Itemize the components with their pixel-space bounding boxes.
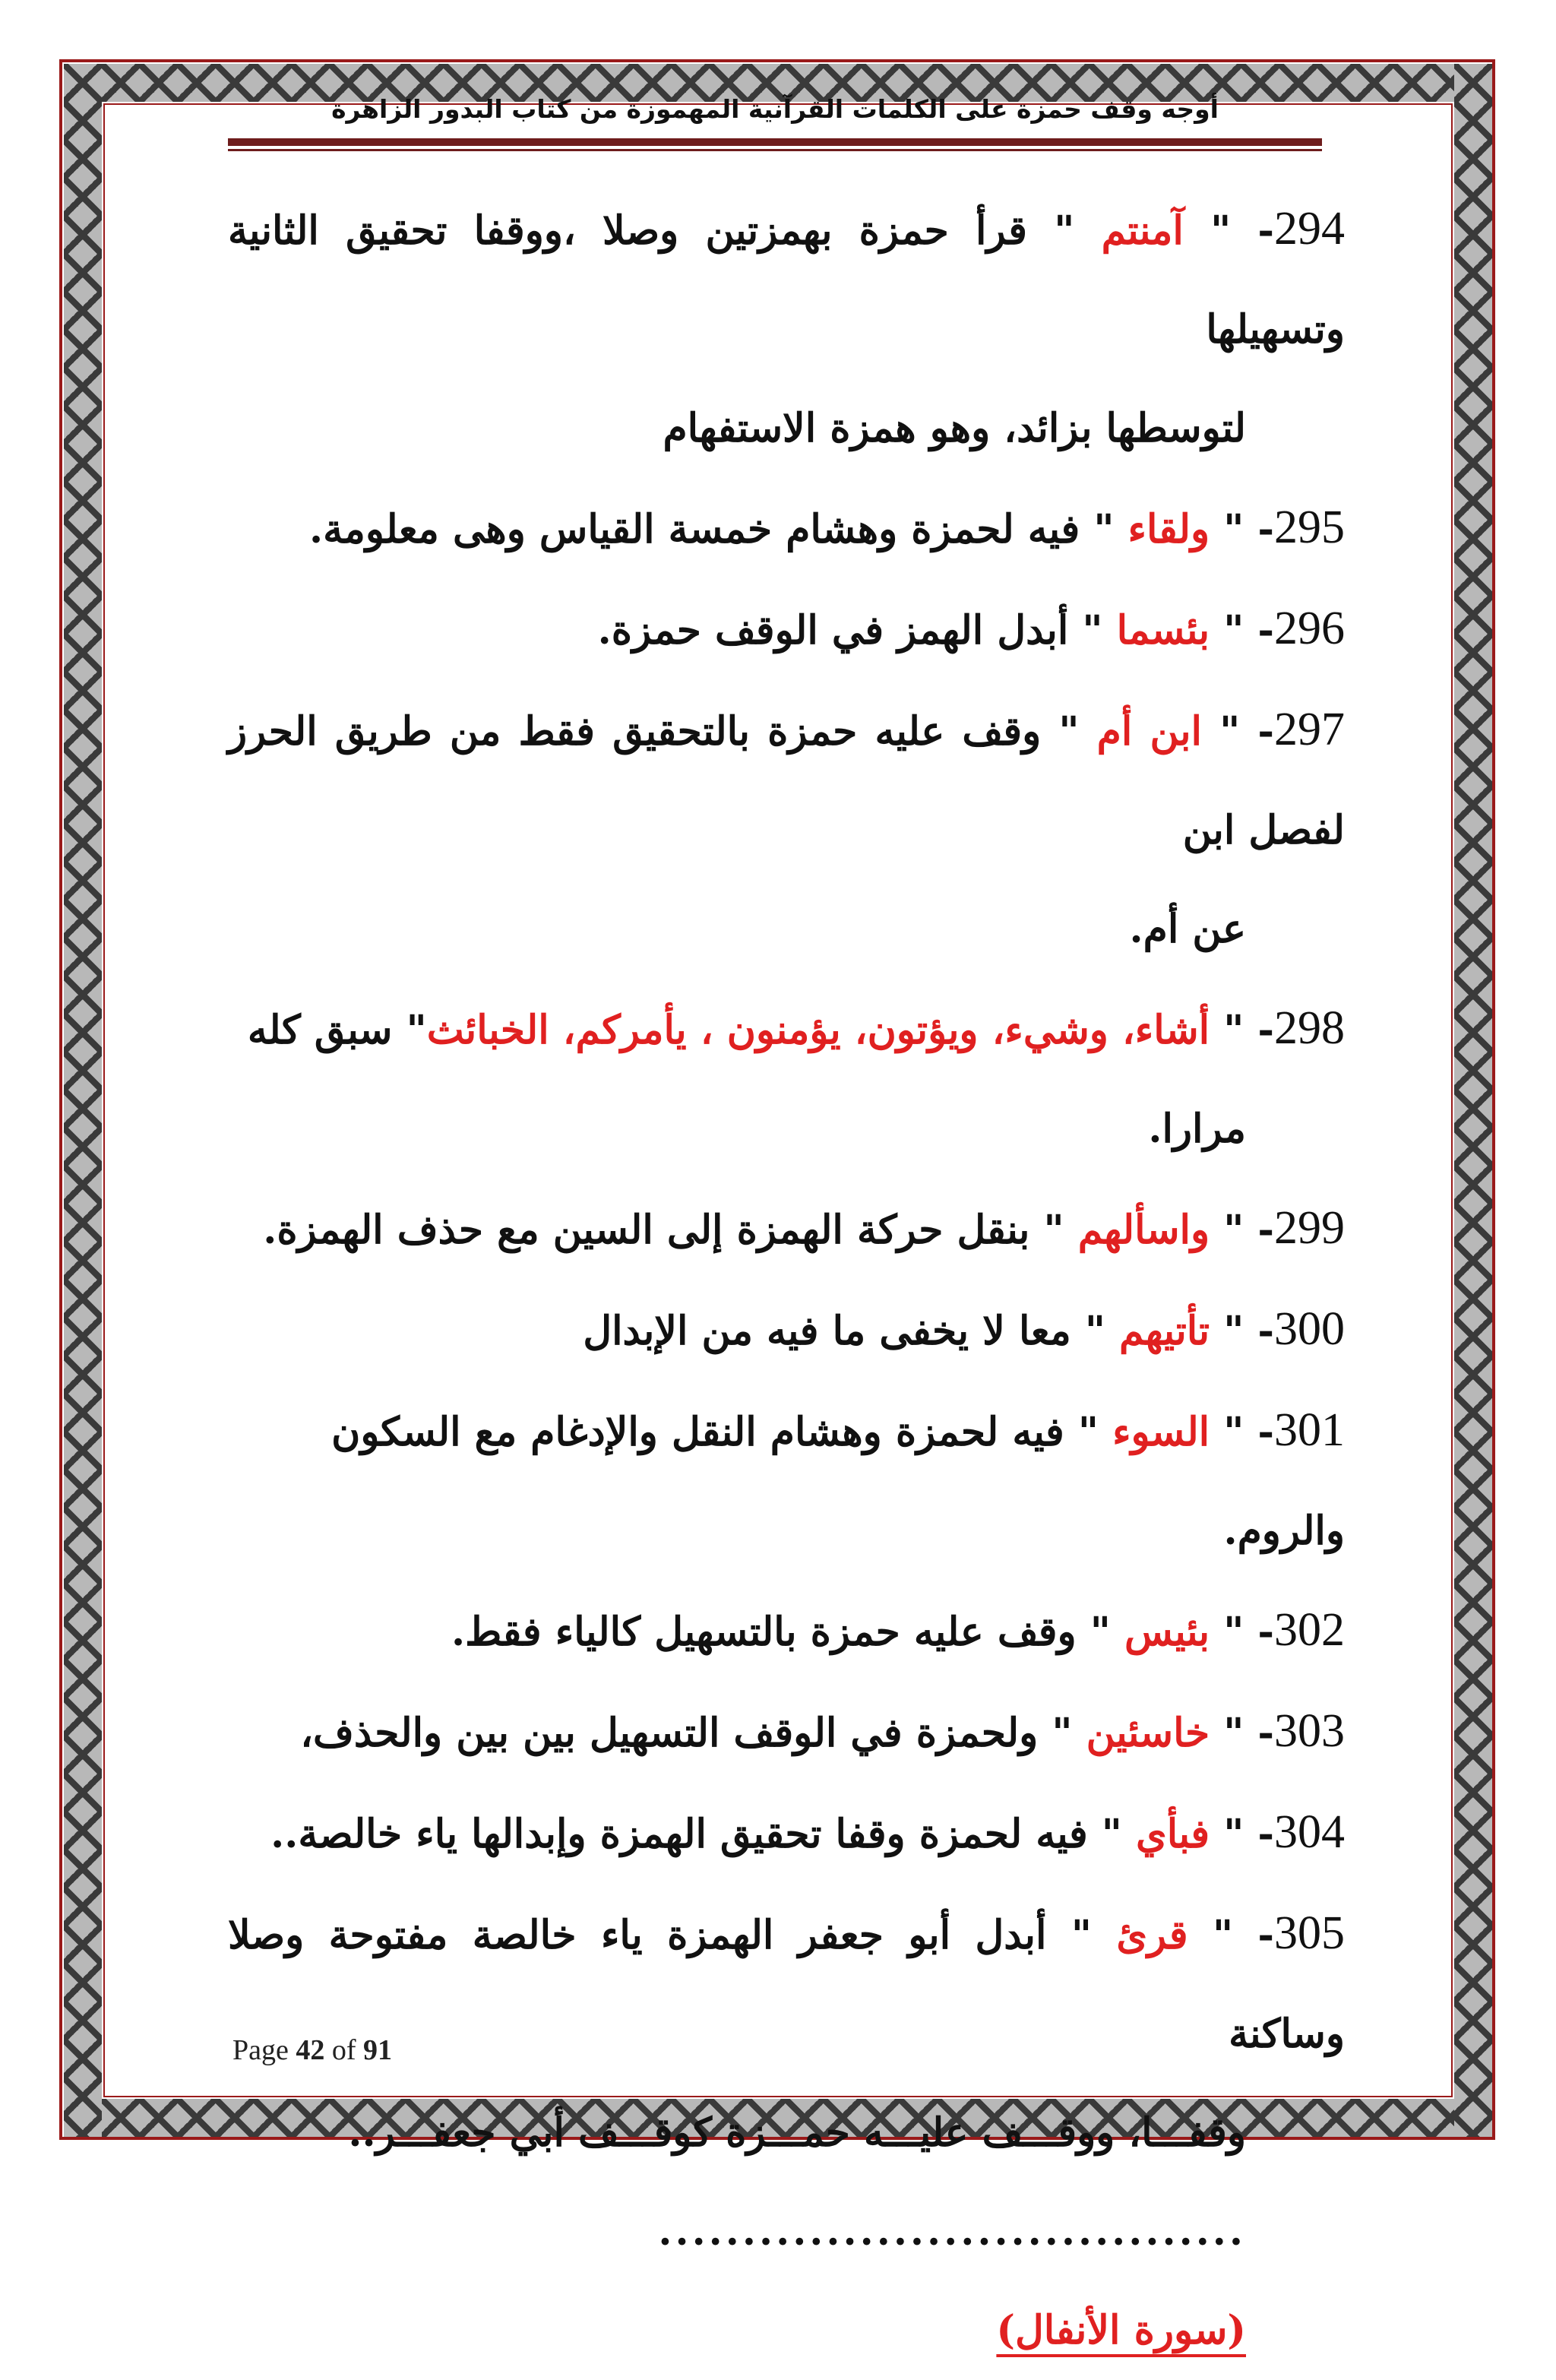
quranic-word: واسألهم	[1077, 1207, 1210, 1253]
entry-number: 301	[1274, 1404, 1345, 1456]
page-label: Page	[232, 2034, 289, 2066]
entry-text: وقف عليه حمزة بالتسهيل كالياء فقط.	[451, 1609, 1077, 1655]
entry-299: 299- " واسألهم " بنقل حركة الهمزة إلى السين مع حذف الهمزة.	[263, 1202, 1345, 1254]
entry-294-continuation: لتوسطها بزائد، وهو همزة الاستفهام	[663, 405, 1246, 451]
entry-number: 298	[1274, 1002, 1345, 1054]
entry-text: فيه لحمزة وقفا تحقيق الهمزة وإبدالها ياء خالصة..	[270, 1811, 1088, 1857]
page-number: 42	[296, 2034, 325, 2066]
quranic-word: ولقاء	[1127, 506, 1210, 552]
entry-text: أبدل الهمز في الوقف حمزة.	[597, 607, 1069, 654]
entry-301: 301- " السوء " فيه لحمزة وهشام النقل والإدغام مع السكون والروم.	[331, 1404, 1345, 1554]
header-rule-thin	[228, 149, 1322, 151]
entry-number: 296	[1274, 603, 1345, 654]
entry-text: وقف عليه حمزة بالتحقيق فقط من طريق الحرز لفصل ابن	[228, 708, 1345, 853]
ornament-right	[1454, 64, 1492, 2137]
surah-title-text: (سورة الأنفال)	[996, 2307, 1246, 2353]
dotted-separator: ...................................	[658, 2208, 1246, 2255]
entry-number: 295	[1274, 502, 1345, 553]
header-rule	[228, 138, 1322, 146]
entry-298-continuation: مرارا.	[1148, 1106, 1246, 1152]
entry-298: 298- " أشاء، وشيء، ويؤتون، يؤمنون ، يأمركم، الخبائث" سبق كله	[247, 1002, 1345, 1054]
running-header: أوجه وقف حمزة على الكلمات القرآنية المهموزة من كتاب البدور الزاهرة	[331, 94, 1219, 124]
quranic-word: تأتيهم	[1119, 1308, 1210, 1354]
entry-number: 294	[1273, 203, 1345, 255]
entry-number: 297	[1274, 704, 1345, 755]
entry-294: 294- " آمنتم " قرأ حمزة بهمزتين وصلا ،ووقفا تحقيق الثانية وتسهيلها	[228, 203, 1345, 353]
entry-305-continuation: وقفـــا، ووقـــف عليـــه حمـــزة كوقـــف أبي جعفـــر..	[348, 2109, 1246, 2156]
entry-text: معا لا يخفى ما فيه من الإبدال	[583, 1308, 1071, 1354]
entry-305: 305- " قرئ " أبدل أبو جعفر الهمزة ياء خالصة مفتوحة وصلا وساكنة	[228, 1907, 1345, 2057]
quranic-word: قرئ	[1116, 1912, 1188, 1958]
entry-text: قرأ حمزة بهمزتين وصلا ،ووقفا تحقيق الثانية وتسهيلها	[228, 207, 1345, 353]
page-footer	[232, 2033, 392, 2067]
ornament-left	[64, 64, 102, 2137]
entry-297: 297- " ابن أم " وقف عليه حمزة بالتحقيق فقط من طريق الحرز لفصل ابن	[228, 704, 1345, 853]
entry-text: ولحمزة في الوقف التسهيل بين بين والحذف،	[300, 1710, 1039, 1756]
quranic-word: ابن أم	[1096, 708, 1202, 755]
of-label: of	[331, 2034, 356, 2066]
entry-text: فيه لحمزة وهشام خمسة القياس وهى معلومة.	[309, 506, 1080, 552]
surah-title	[228, 2281, 1345, 2380]
quranic-word: بئسما	[1116, 607, 1210, 654]
quranic-word: خاسئين	[1086, 1710, 1210, 1756]
entry-302: 302- " بئيس " وقف عليه حمزة بالتسهيل كالياء فقط.	[451, 1604, 1345, 1656]
document-body	[228, 179, 1345, 2380]
entry-text: فيه لحمزة وهشام النقل والإدغام مع السكون والروم.	[331, 1409, 1345, 1554]
entry-number: 303	[1274, 1705, 1345, 1757]
page-total: 91	[363, 2034, 393, 2066]
quranic-word: بئيس	[1124, 1609, 1210, 1655]
quranic-word: السوء	[1112, 1409, 1210, 1455]
entry-304: 304- " فبأي " فيه لحمزة وقفا تحقيق الهمزة وإبدالها ياء خالصة..	[270, 1806, 1345, 1858]
entry-296: 296- " بئسما " أبدل الهمز في الوقف حمزة.	[597, 603, 1345, 654]
entry-295: 295- " ولقاء " فيه لحمزة وهشام خمسة القياس وهى معلومة.	[309, 502, 1345, 553]
quranic-word: فبأي	[1136, 1811, 1210, 1857]
entry-number: 302	[1274, 1604, 1345, 1656]
entry-number: 300	[1274, 1303, 1345, 1355]
entry-number: 305	[1274, 1907, 1345, 1959]
entry-number: 299	[1274, 1202, 1345, 1254]
entry-text: سبق كله	[247, 1007, 393, 1053]
entry-297-continuation: عن أم.	[1129, 906, 1246, 952]
entry-number: 304	[1274, 1806, 1345, 1858]
quranic-word: أشاء، وشيء، ويؤتون، يؤمنون ، يأمركم، الخبائث	[426, 1007, 1210, 1053]
entry-300: 300- " تأتيهم " معا لا يخفى ما فيه من الإبدال	[583, 1303, 1345, 1355]
entry-text: بنقل حركة الهمزة إلى السين مع حذف الهمزة.	[263, 1207, 1030, 1253]
entry-text: أبدل أبو جعفر الهمزة ياء خالصة مفتوحة وصلا وساكنة	[228, 1912, 1345, 2057]
quranic-word: آمنتم	[1101, 207, 1184, 254]
entry-303: 303- " خاسئين " ولحمزة في الوقف التسهيل بين بين والحذف،	[300, 1705, 1345, 1757]
